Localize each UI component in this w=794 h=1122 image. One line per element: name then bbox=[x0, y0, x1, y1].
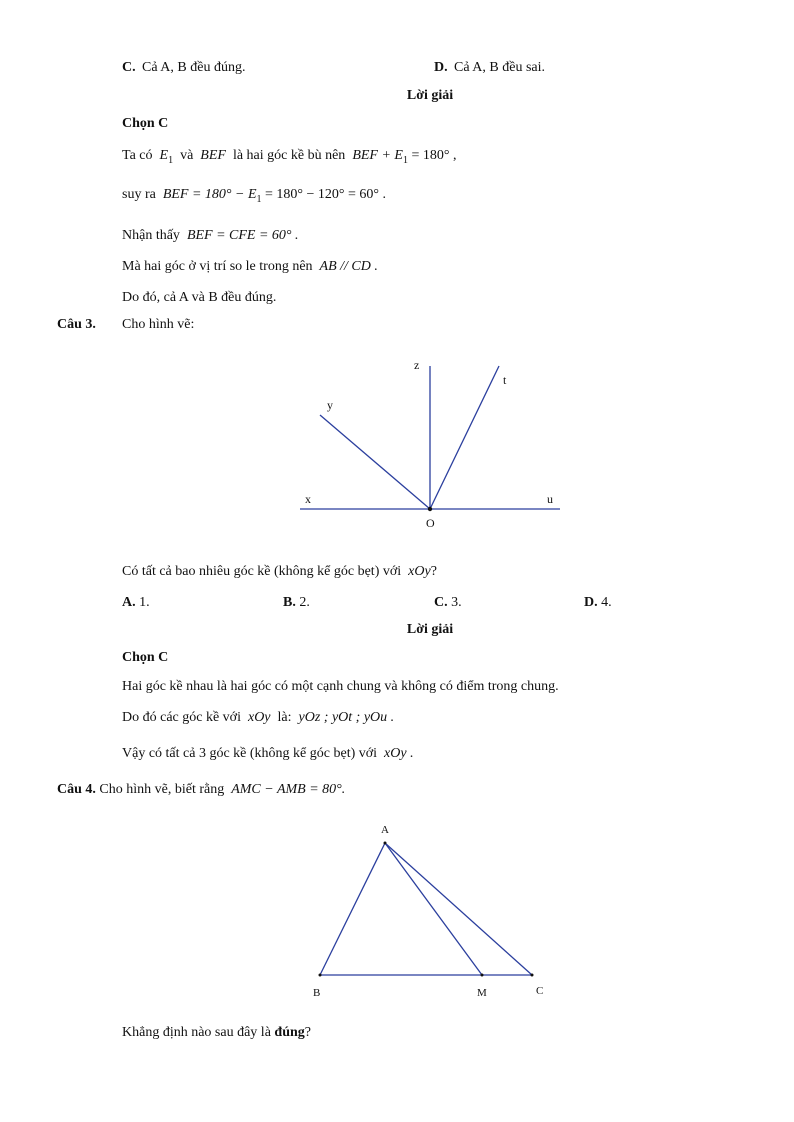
option-d-label: D. bbox=[434, 60, 448, 75]
option-d-text: Cả A, B đều sai. bbox=[454, 60, 545, 75]
label-y: y bbox=[327, 398, 333, 412]
solution-line-4: Mà hai góc ở vị trí so le trong nên AB // CD . bbox=[122, 259, 378, 274]
option-c: C. 3. bbox=[434, 595, 462, 610]
segment-ab bbox=[320, 843, 385, 975]
ray-ot bbox=[430, 366, 499, 509]
segment-am bbox=[385, 843, 482, 975]
question-3-label: Câu 3. bbox=[57, 317, 96, 332]
question-3-prompt: Có tất cả bao nhiêu góc kề (không kể góc bẹt) với xOy? bbox=[122, 564, 437, 579]
option-b: B. 2. bbox=[283, 595, 310, 610]
solution-line-2: Do đó các góc kề với xOy là: yOz ; yOt ; yOu . bbox=[122, 710, 395, 725]
solution-line-3: Nhận thấy BEF = CFE = 60° . bbox=[122, 228, 299, 243]
point-b bbox=[319, 974, 322, 977]
ray-oy bbox=[320, 415, 430, 509]
solution-line-3: Vậy có tất cả 3 góc kề (không kể góc bẹt) với xOy . bbox=[122, 746, 414, 761]
label-b: B bbox=[313, 987, 321, 999]
point-c bbox=[531, 974, 534, 977]
option-c-text: Cả A, B đều đúng. bbox=[142, 60, 246, 75]
solution-line-2: suy ra BEF = $180^\circ - E_1 = 180^\circ - 120^\circ = 60^\circ$ . bbox=[122, 187, 387, 205]
label-u: u bbox=[547, 492, 553, 506]
option-c-label: C. bbox=[122, 60, 136, 75]
solution-choice: Chọn C bbox=[122, 116, 169, 131]
label-c: C bbox=[536, 985, 544, 997]
point-m bbox=[481, 974, 484, 977]
solution-choice: Chọn C bbox=[122, 650, 169, 665]
label-m: M bbox=[477, 987, 487, 999]
solution-heading: Lời giải bbox=[406, 88, 454, 103]
question-4-heading: Câu 4. Cho hình vẽ, biết rằng AMC − AMB = 80°. bbox=[57, 782, 346, 797]
question-3-text: Cho hình vẽ: bbox=[122, 317, 195, 332]
label-x: x bbox=[305, 492, 311, 506]
solution-line-1: Hai góc kề nhau là hai góc có một cạnh chung và không có điểm trong chung. bbox=[122, 679, 559, 694]
point-a bbox=[384, 842, 387, 845]
option-d: D. 4. bbox=[584, 595, 612, 610]
solution-line-1: Ta có $E_1$ và BEF là hai góc kề bù nên BEF + $E_1 = 180^\circ$ , bbox=[122, 148, 457, 166]
question-4-prompt: Khẳng định nào sau đây là đúng? bbox=[122, 1025, 311, 1040]
segment-ac bbox=[385, 843, 532, 975]
solution-line-5: Do đó, cả A và B đều đúng. bbox=[122, 290, 277, 305]
label-o: O bbox=[426, 516, 435, 530]
option-a: A. 1. bbox=[122, 595, 150, 610]
label-a: A bbox=[381, 824, 389, 836]
solution-heading: Lời giải bbox=[406, 622, 454, 637]
point-o bbox=[428, 507, 432, 511]
label-t: t bbox=[503, 373, 507, 387]
label-z: z bbox=[414, 358, 420, 372]
